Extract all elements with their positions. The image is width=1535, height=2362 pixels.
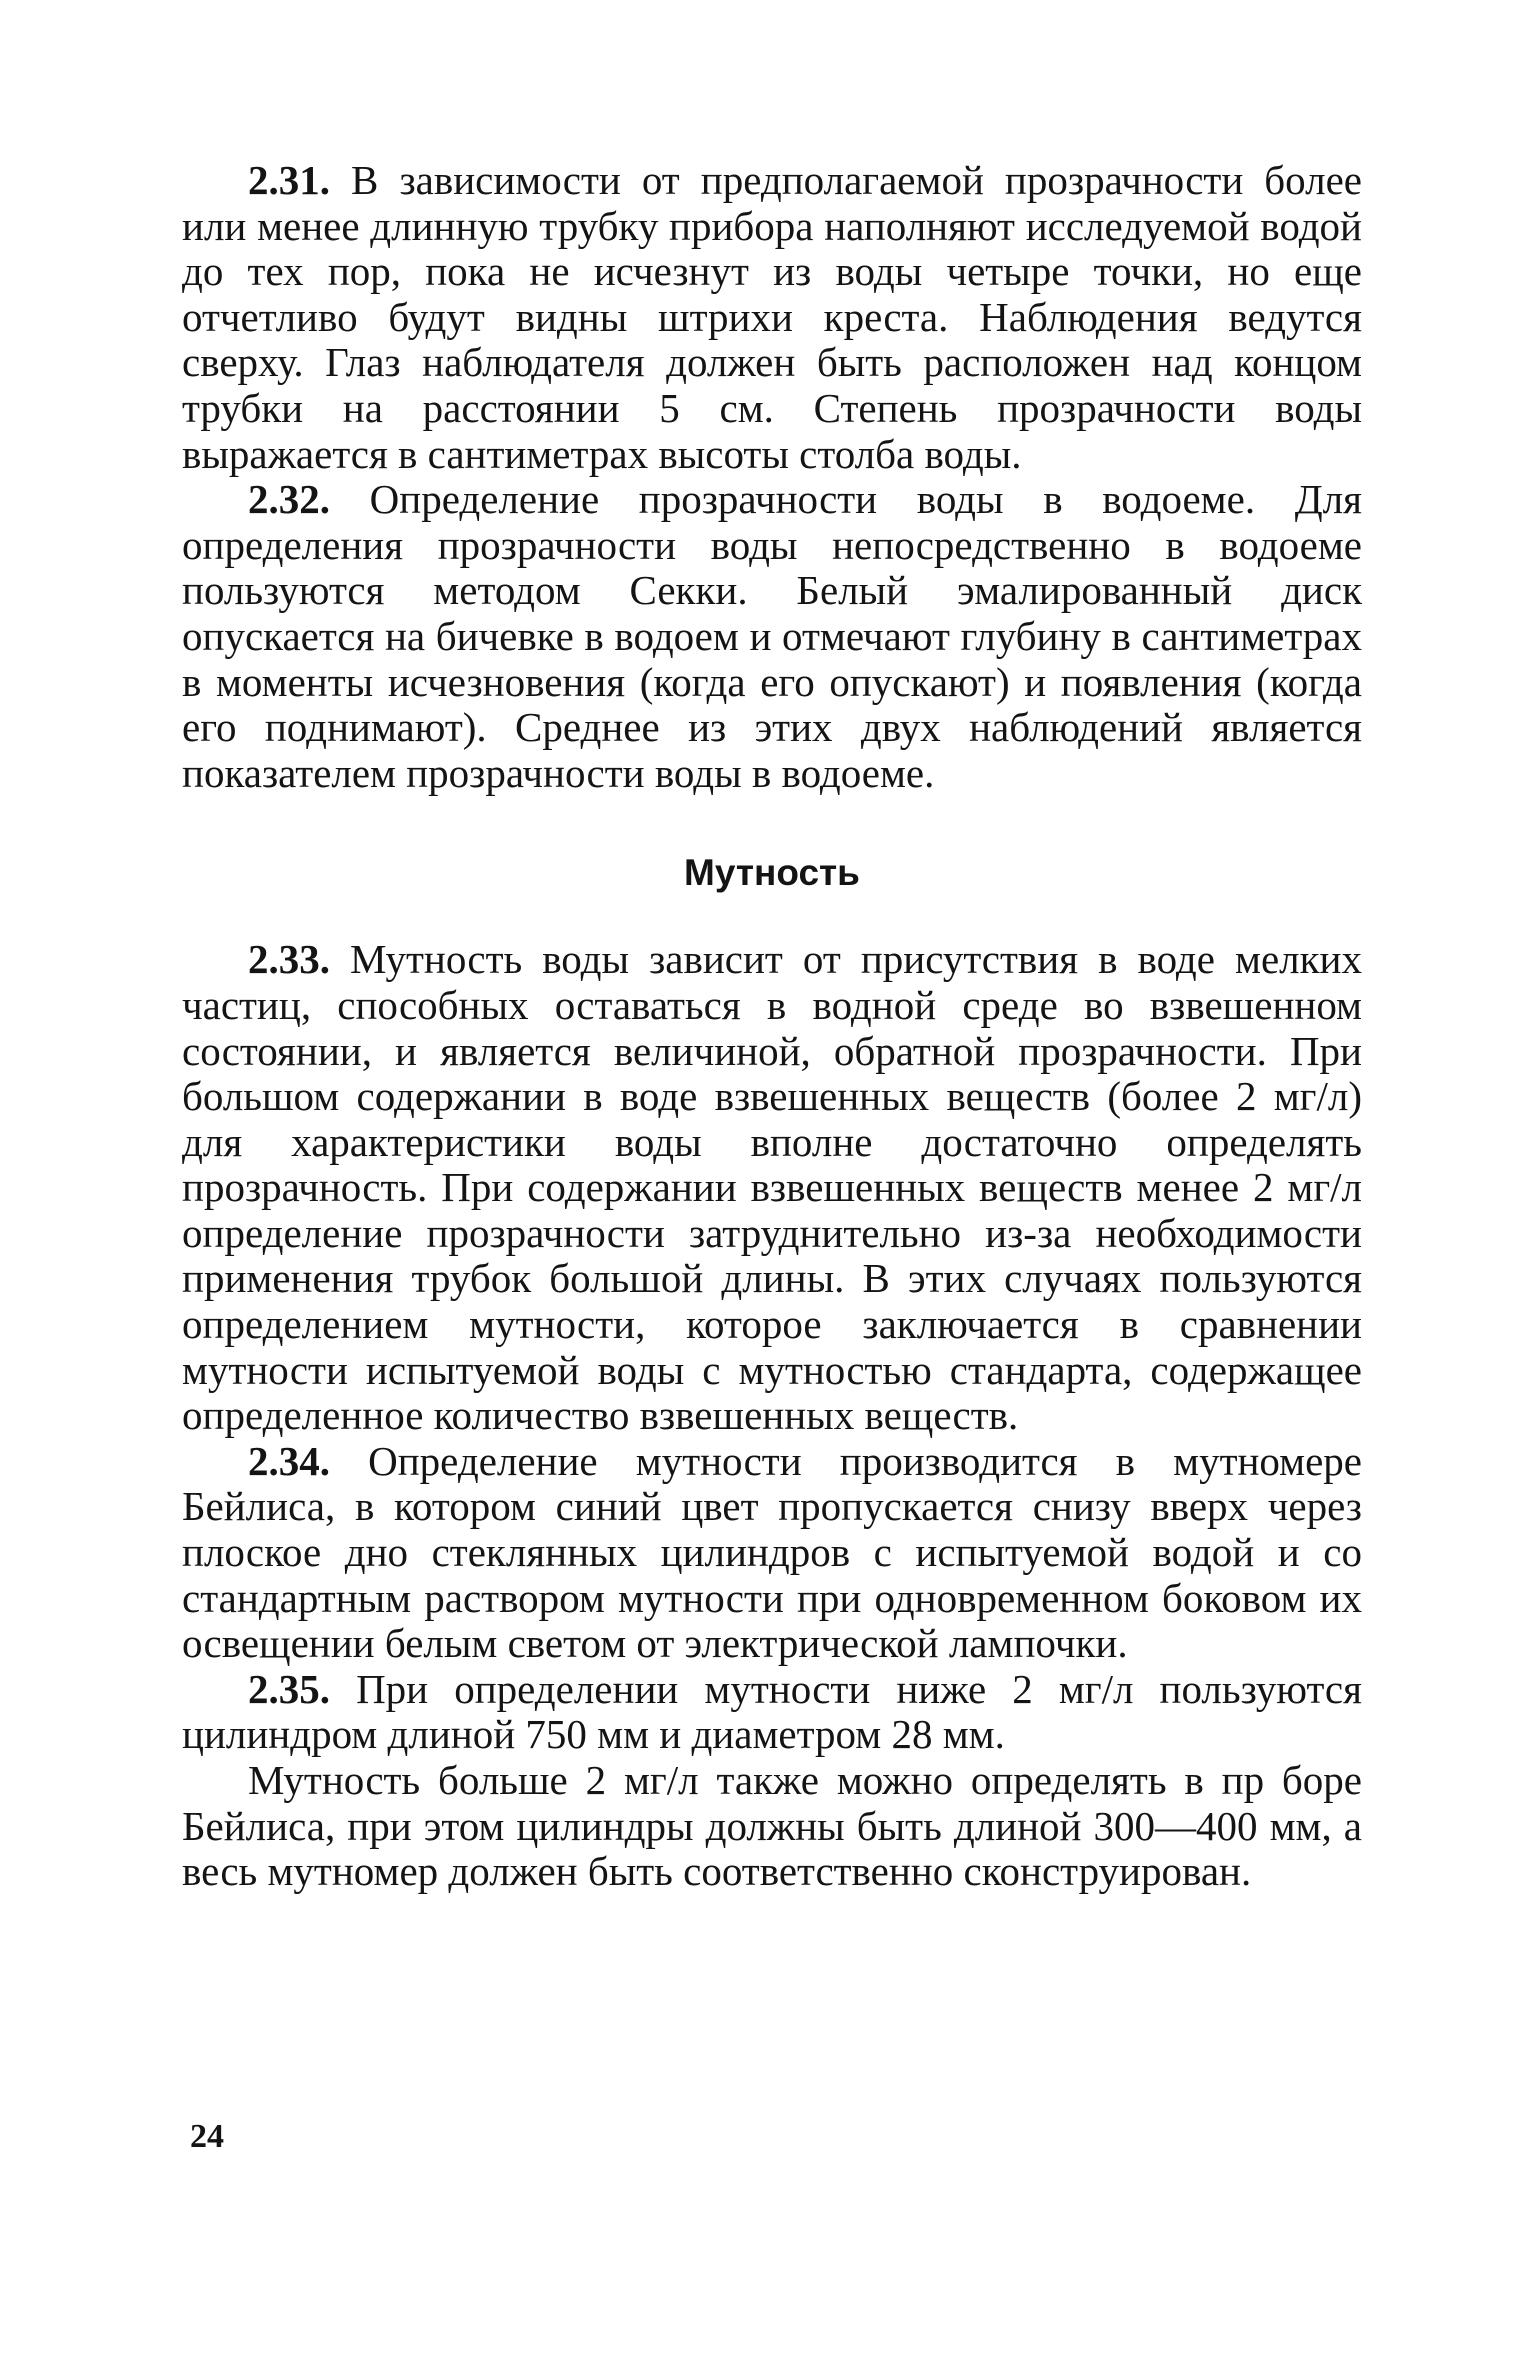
section-number: 2.33. (248, 936, 330, 983)
paragraph-text: Определение мутности производится в мутномере Бейлиса, в котором синий цвет пропускается снизу вверх через плоское дно стеклянных цилиндров с испытуемой водой и со стандартным раствором мутности при одновременном боковом их освещении белым светом от электрической лампочки. (182, 1437, 1362, 1667)
paragraph-2-35 (182, 1667, 1362, 1758)
paragraph-2-33 (182, 937, 1362, 1439)
paragraph-text: Мутность воды зависит от присутствия в воде мелких частиц, способных оставаться в водной среде во взвешенном состоянии, и является величиной, обратной прозрачности. При большом содержании в воде взвешенных веществ (более 2 мг/л) для характеристики воды вполне достаточно определять прозрачность. При содержании взвешенных веществ менее 2 мг/л определение прозрачности затруднительно из-за необходимости применения трубок большой длины. В этих случаях пользуются определением мутности, которое заключается в сравнении мутности испытуемой воды с мутностью стандарта, содержащее определенное количество взвешенных веществ. (182, 936, 1362, 1439)
section-heading: Мутность (684, 852, 860, 894)
paragraph-2-31 (182, 158, 1362, 477)
paragraph-2-34 (182, 1439, 1362, 1667)
document-page (182, 158, 1362, 1895)
section-number: 2.34. (248, 1437, 330, 1484)
paragraph-text: Мутность больше 2 мг/л также можно определять в пр боре Бейлиса, при этом цилиндры должны быть длиной 300—400 мм, а весь мутномер должен быть соответственно сконструирован. (182, 1757, 1362, 1895)
section-number: 2.32. (248, 476, 330, 523)
paragraph-2-32 (182, 477, 1362, 796)
section-number: 2.35. (248, 1665, 330, 1712)
section-number: 2.31. (248, 157, 330, 203)
paragraph-text: В зависимости от предполагаемой прозрачности более или менее длинную трубку прибора наполняют исследуемой водой до тех пор, пока не исчезнут из воды четыре точки, но еще отчетливо будут видны штрихи креста. Наблюдения ведутся сверху. Глаз наблюдателя должен быть расположен над концом трубки на расстоянии 5 см. Степень прозрачности воды выражается в сантиметрах высоты столба воды. (182, 157, 1362, 477)
page-number: 24 (190, 2118, 224, 2155)
paragraph-text: Определение прозрачности воды в водоеме. Для определения прозрачности воды непосредственно в водоеме пользуются методом Секки. Белый эмалированный диск опускается на бичевке в водоем и отмечают глубину в сантиметрах в моменты исчезновения (когда его опускают) и появления (когда его поднимают). Среднее из этих двух наблюдений является показателем прозрачности воды в водоеме. (182, 476, 1362, 796)
paragraph-text: При определении мутности ниже 2 мг/л пользуются цилиндром длиной 750 мм и диаметром 28 мм. (182, 1665, 1362, 1758)
paragraph-2-35-continued (182, 1758, 1362, 1895)
